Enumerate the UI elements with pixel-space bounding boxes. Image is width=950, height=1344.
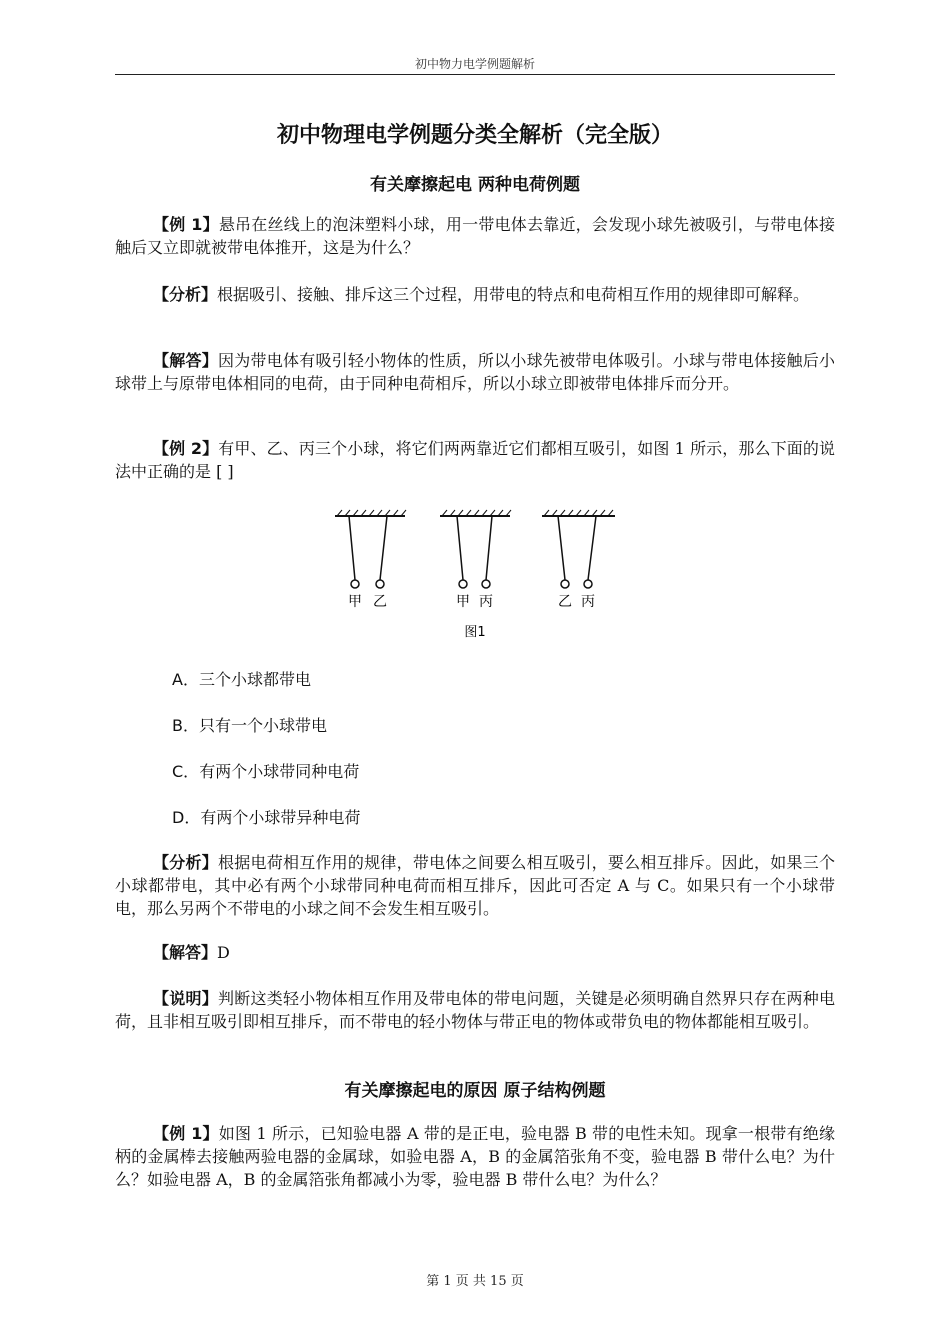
example-tag: 【例 2】 xyxy=(153,439,219,458)
pendulum-pair-1 xyxy=(335,510,406,610)
ball-label: 丙 xyxy=(581,594,595,610)
ball-label: 甲 xyxy=(456,594,470,610)
ball-icon xyxy=(459,580,467,588)
example-text: 悬吊在丝线上的泡沫塑料小球，用一带电体去靠近，会发现小球先被吸引，与带电体接触后又立即就被带电体推开，这是为什么？ xyxy=(115,215,835,257)
ball-icon xyxy=(584,580,592,588)
option-text: 有两个小球带同种电荷 xyxy=(199,762,360,781)
option-letter: D． xyxy=(172,808,201,827)
figure-caption: 图1 xyxy=(464,625,486,640)
ball-icon xyxy=(561,580,569,588)
example-1-solution xyxy=(115,349,835,395)
example-2-analysis xyxy=(115,851,835,920)
option-a xyxy=(172,667,311,690)
example-2-question xyxy=(115,437,835,483)
example-text: 有甲、乙、丙三个小球，将它们两两靠近它们都相互吸引，如图 1 所示，那么下面的说法中正确的是 [ ] xyxy=(115,439,835,481)
note-tag: 【说明】 xyxy=(153,989,218,1008)
example-1-analysis xyxy=(115,283,835,306)
ball-icon xyxy=(376,580,384,588)
example-tag: 【例 1】 xyxy=(153,215,219,234)
option-d xyxy=(172,805,360,828)
ball-icon xyxy=(351,580,359,588)
page-footer: 第 1 页 共 15 页 xyxy=(426,1274,524,1289)
analysis-tag: 【分析】 xyxy=(153,853,218,872)
pendulum-pair-2 xyxy=(440,510,511,610)
option-text: 只有一个小球带电 xyxy=(198,716,327,735)
solution-tag: 【解答】 xyxy=(153,943,218,962)
ball-label: 丙 xyxy=(479,594,493,610)
option-text: 三个小球都带电 xyxy=(198,670,311,689)
section-heading-1: 有关摩擦起电 两种电荷例题 xyxy=(370,175,580,195)
option-text: 有两个小球带异种电荷 xyxy=(200,808,361,827)
page-header: 初中物力电学例题解析 xyxy=(414,57,535,71)
option-letter: A． xyxy=(172,670,199,689)
example-text: 如图 1 所示，已知验电器 A 带的是正电，验电器 B 带的电性未知。现拿一根带有绝缘柄的金属棒去接触两验电器的金属球，如验电器 A，B 的金属箔张角不变，验电器 B 带什么电？为什么？如验电器 A，B 的金属箔张角都减小为零，验电器 B 带什么电？为什么？ xyxy=(115,1124,835,1189)
header-rule xyxy=(115,74,835,75)
example-2-note xyxy=(115,987,835,1033)
example-tag: 【例 1】 xyxy=(153,1124,219,1143)
solution-text: D xyxy=(217,943,230,962)
note-text: 判断这类轻小物体相互作用及带电体的带电问题，关键是必须明确自然界只存在两种电荷，且非相互吸引即相互排斥，而不带电的轻小物体与带正电的物体或带负电的物体都能相互吸引。 xyxy=(115,989,835,1031)
ball-label: 乙 xyxy=(373,594,387,610)
figure-1-pendulums xyxy=(325,500,625,645)
analysis-text: 根据吸引、接触、排斥这三个过程，用带电的特点和电荷相互作用的规律即可解释。 xyxy=(217,285,810,304)
ball-label: 乙 xyxy=(558,594,572,610)
section-heading-2: 有关摩擦起电的原因 原子结构例题 xyxy=(344,1081,606,1101)
option-letter: B． xyxy=(172,716,199,735)
analysis-text: 根据电荷相互作用的规律，带电体之间要么相互吸引，要么相互排斥。因此，如果三个小球都带电，其中必有两个小球带同种电荷而相互排斥，因此可否定 A 与 C。如果只有一个小球带电，那么另两个不带电的小球之间不会发生相互吸引。 xyxy=(115,853,835,918)
option-c xyxy=(172,759,359,782)
ball-icon xyxy=(482,580,490,588)
option-letter: C． xyxy=(172,762,200,781)
solution-text: 因为带电体有吸引轻小物体的性质，所以小球先被带电体吸引。小球与带电体接触后小球带上与原带电体相同的电荷，由于同种电荷相斥，所以小球立即被带电体排斥而分开。 xyxy=(115,351,835,393)
example-2-solution xyxy=(115,941,835,964)
option-b xyxy=(172,713,327,736)
pendulum-pair-3 xyxy=(542,510,615,610)
document-title: 初中物理电学例题分类全解析（完全版） xyxy=(276,123,673,148)
section-2-example-1-question xyxy=(115,1122,835,1191)
example-1-question xyxy=(115,213,835,259)
analysis-tag: 【分析】 xyxy=(153,285,218,304)
solution-tag: 【解答】 xyxy=(153,351,218,370)
ball-label: 甲 xyxy=(348,594,362,610)
